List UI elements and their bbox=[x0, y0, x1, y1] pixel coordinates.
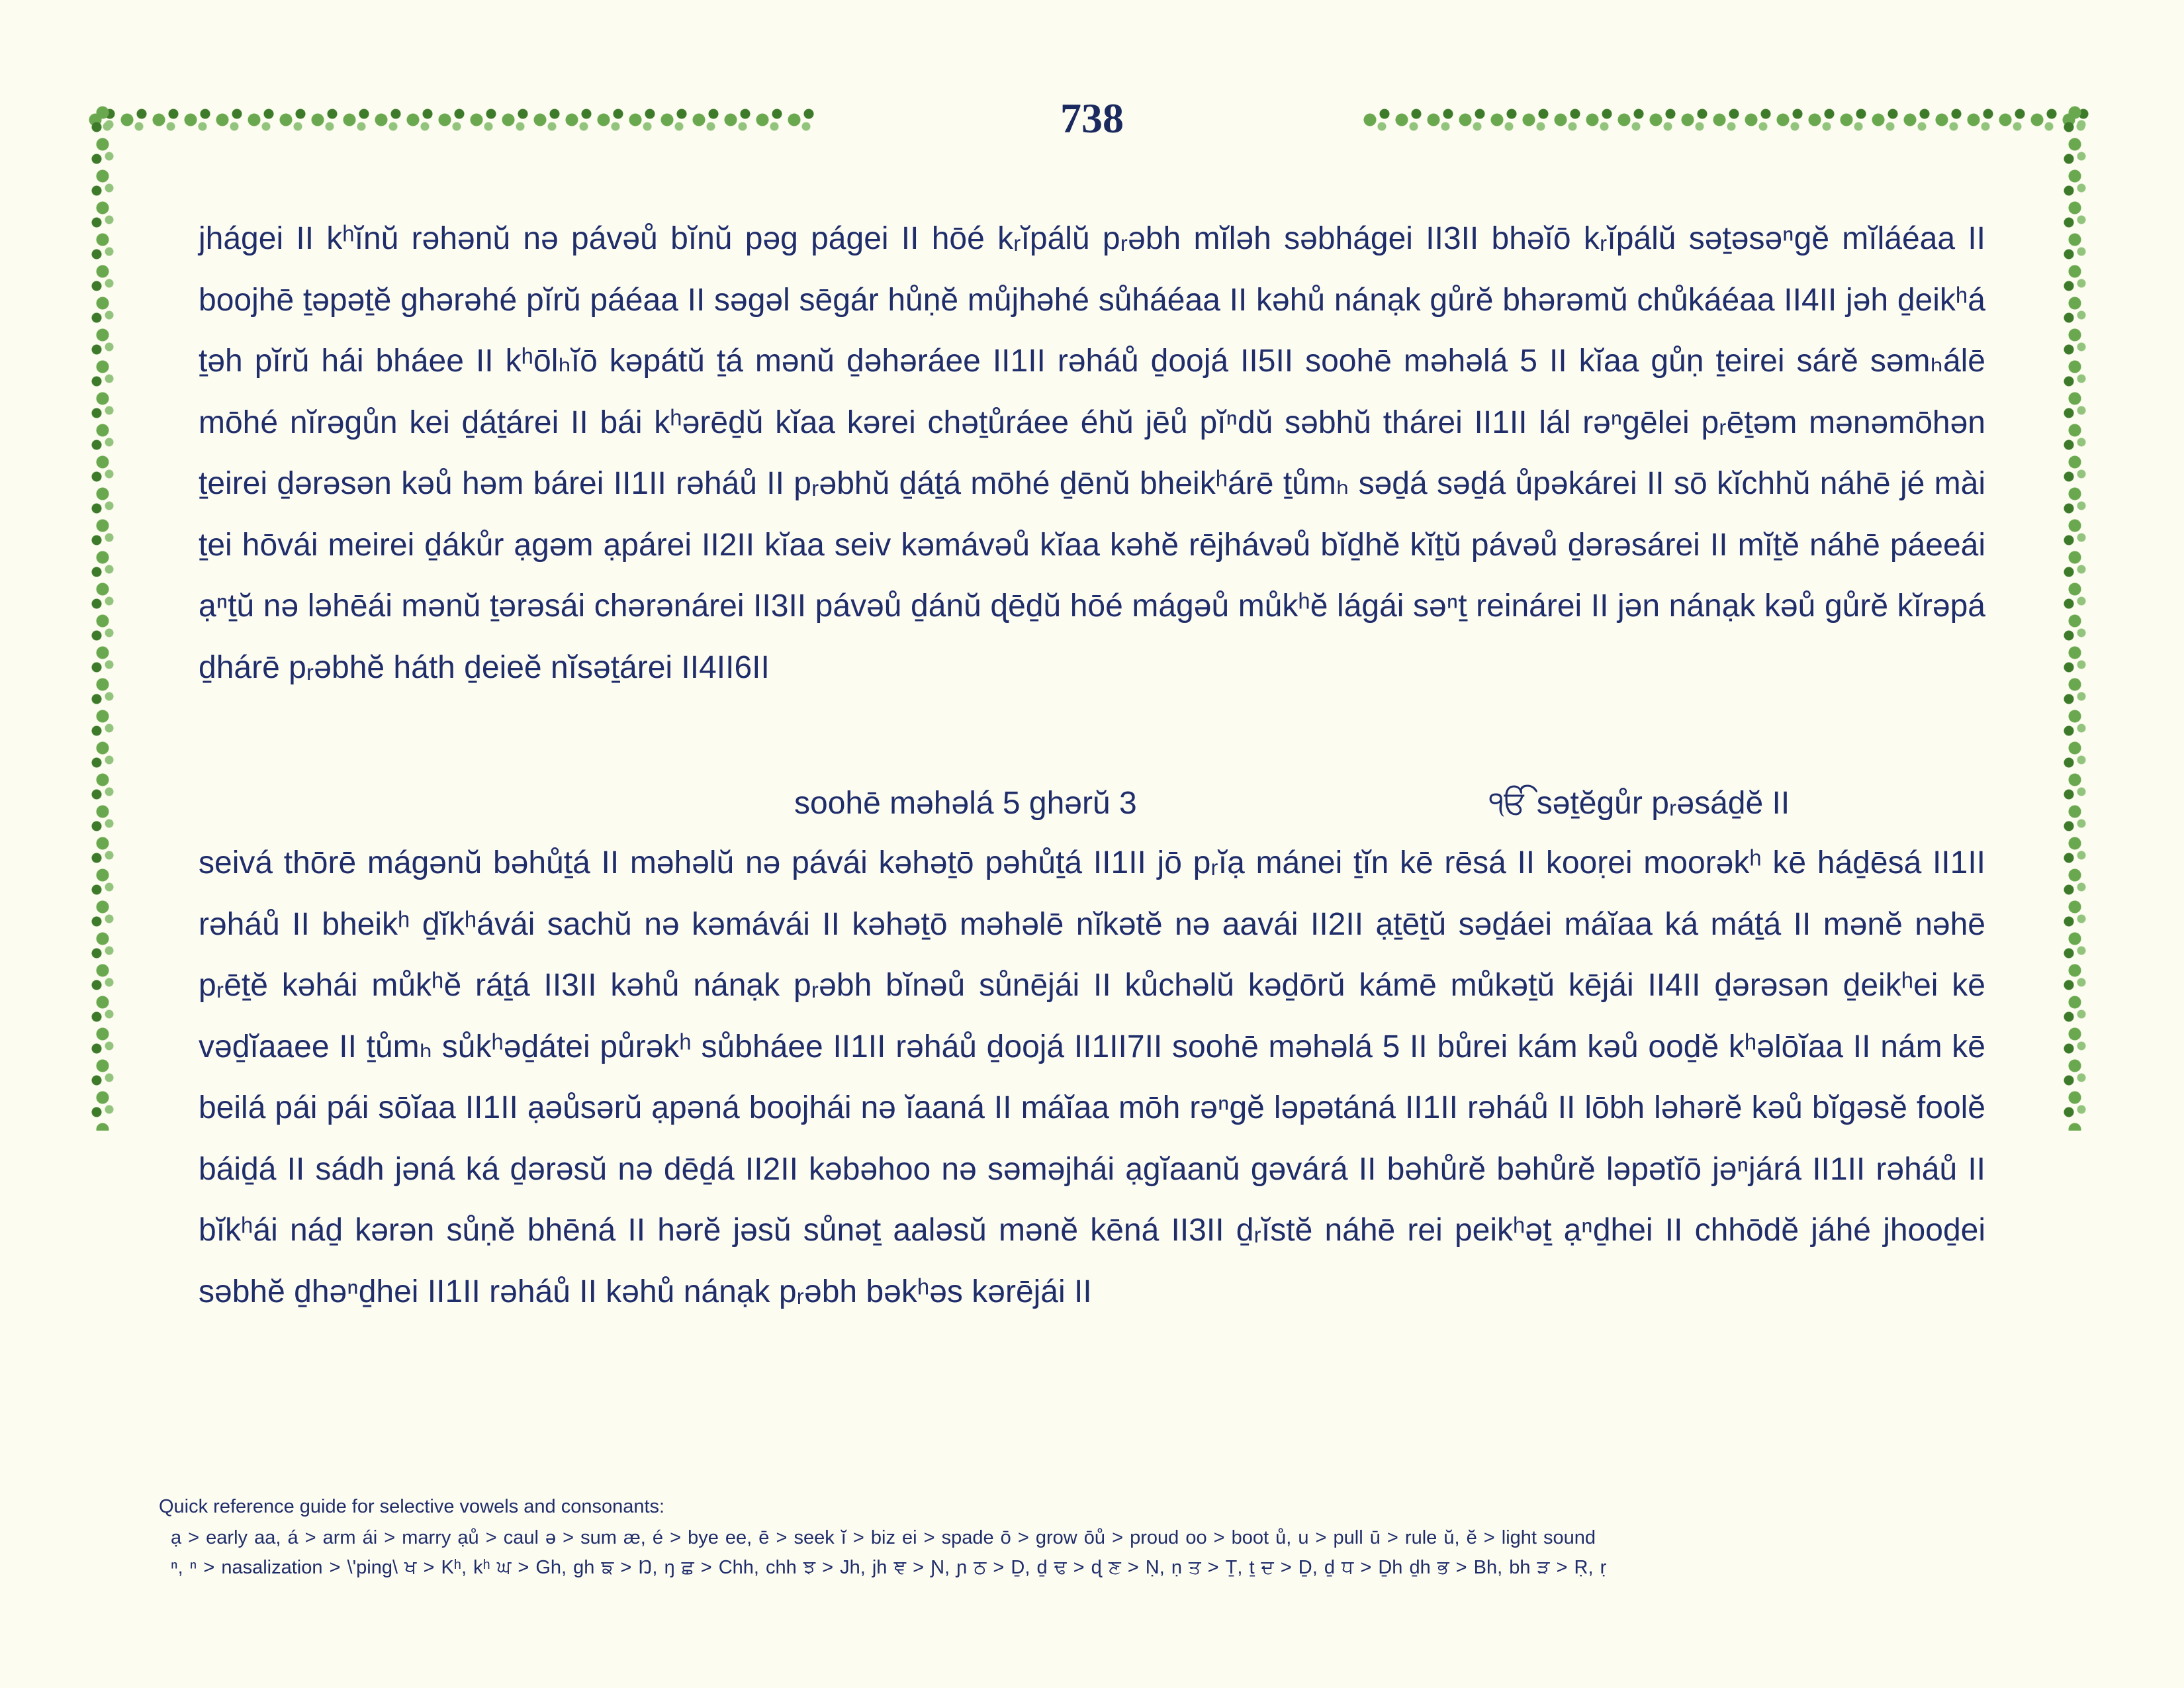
reference-guide bbox=[159, 1496, 1606, 1587]
invocation-line: ੴ səṯĕgůr pᵣəsáḏĕ II bbox=[1489, 786, 1790, 821]
main-text bbox=[199, 209, 1985, 698]
reference-guide-title: Quick reference guide for selective vowels and consonants: bbox=[159, 1496, 665, 1517]
left-vine-border bbox=[87, 105, 118, 1131]
right-vine-border bbox=[2060, 105, 2090, 1131]
section-heading: soohē məhəlá 5 ghərŭ 3 bbox=[794, 786, 1137, 821]
main-text-2 bbox=[199, 833, 1985, 1323]
page-number: 738 bbox=[1060, 95, 1124, 142]
consonant-guide: ⁿ, ⁿ > nasalization > \'ping\ ਖ > Kʰ, kʰ ਘ > Gh, gh ਙ > Ŋ, ŋ ਛ > Chh, chh ਝ > Jh, jh ਞ > Ɲ, ɲ ਠ > Ḏ, ḏ ਢ > ɖ ਣ > Ṇ, ṇ ਤ > Ṯ, ṯ ਦ > Ḏ, ḏ ਧ > Ḏh ḏh ਭ > Bh, bh ੜ > Ṛ, ṛ bbox=[171, 1557, 1607, 1578]
paragraph-2: seivá thōrē mágənŭ bəhůṯá II məhəlŭ nə pávái kəhəṯō pəhůṯá II1II jō pᵣĭạ mánei ṯĭn kē rēsá II kooṛei moorəkʰ kē háḏēsá II1II rəháů II bheikʰ ḏĭkʰávái sachŭ nə kəmávái II kəhəṯō məhəlē nĭkətĕ nə aavái II2II ạṯēṯŭ səḏáei máĭaa ká máṯá II mənĕ nəhē pᵣēṯĕ kəhái můkʰĕ ráṯá II3II kəhů nánạk pᵣəbh bĭnəů sůnējái II kůchəlŭ kəḏōrŭ kámē můkəṯŭ kējái II4II ḏərəsən ḏeikʰei kē vəḏĭaaee II ṯůmₕ sůkʰəḏátei půrəkʰ sůbháee II1II rəháů ḏoojá II1II7II soohē məhəlá 5 II bůrei kám kəů ooḏĕ kʰəlōĭaa II nám kē beilá pái pái sōĭaa II1II ạəůsərŭ ạpəná boojhái nə ĭaaná II máĭaa mōh rəⁿgĕ ləpətáná II1II rəháů II lōbh ləhərĕ kəů bĭgəsĕ foolĕ báiḏá II sádh jəná ká ḏərəsŭ nə dēḏá II2II kəbəhoo nə səməjhái ạgĭaanŭ gəvárá II bəhůrĕ bəhůrĕ ləpətĭō jəⁿjárá II1II rəháů II bĭkʰái náḏ kərən sůṇĕ bhēná II hərĕ jəsŭ sůnəṯ aaləsŭ mənĕ kēná II3II ḏᵣĭstĕ náhē rei peikʰəṯ ạⁿḏhei II chhōdĕ jáhé jhooḏei səbhĕ ḏhəⁿḏhei II1II rəháů II kəhů nánạk pᵣəbh bəkʰəs kərējái II bbox=[199, 845, 1985, 1309]
vowel-guide: ạ > early aa, á > arm ái > marry ạů > caul ə > sum æ, é > bye ee, ē > seek ĭ > biz ei > spade ō > grow ōů > proud oo > boot ů, u > pull ū > rule ŭ, ĕ > light sound bbox=[171, 1527, 1596, 1548]
paragraph-1: jhágei II kʰĭnŭ rəhənŭ nə pávəů bĭnŭ pəg págei II hōé kᵣĭpálŭ pᵣəbh mĭləh səbhágei II3II bhəĭō kᵣĭpálŭ səṯəsəⁿgĕ mĭláéaa II boojhē ṯəpəṯĕ ghərəhé pĭrŭ páéaa II səgəl sēgár hůṇĕ můjhəhé sůháéaa II kəhů nánạk gůrĕ bhərəmŭ chůkáéaa II4II jəh ḏeikʰá ṯəh pĭrŭ hái bháee II kʰōlₕĭō kəpátŭ ṯá mənŭ ḏəhəráee II1II rəháů ḏoojá II5II soohē məhəlá 5 II kĭaa gůṇ ṯeirei sárĕ səmₕálē mōhé nĭrəgůn kei ḏáṯárei II bái kʰərēḏŭ kĭaa kərei chəṯůráee éhŭ jēů pĭⁿdŭ səbhŭ thárei II1II lál rəⁿgēlei pᵣēṯəm mənəmōhən ṯeirei ḏərəsən kəů həm bárei II1II rəháů II pᵣəbhŭ ḏáṯá mōhé ḏēnŭ bheikʰárē ṯůmₕ səḏá səḏá ůpəkárei II sō kĭchhŭ náhē jé mài ṯei hōvái meirei ḏákůr ạgəm ạpárei II2II kĭaa seiv kəmávəů kĭaa kəhĕ rējhávəů bĭḏhĕ kĭṯŭ pávəů ḏərəsárei II mĭṯĕ náhē páeeái ạⁿṯŭ nə ləhēái mənŭ ṯərəsái chərənárei II3II pávəů ḏánŭ ɖēḏŭ hōé mágəů můkʰĕ lágái səⁿṯ reinárei II jən nánạk kəů gůrĕ kĭrəpá ḏhárē pᵣəbhĕ háth ḏeieĕ nĭsəṯárei II4II6II bbox=[199, 221, 1985, 685]
